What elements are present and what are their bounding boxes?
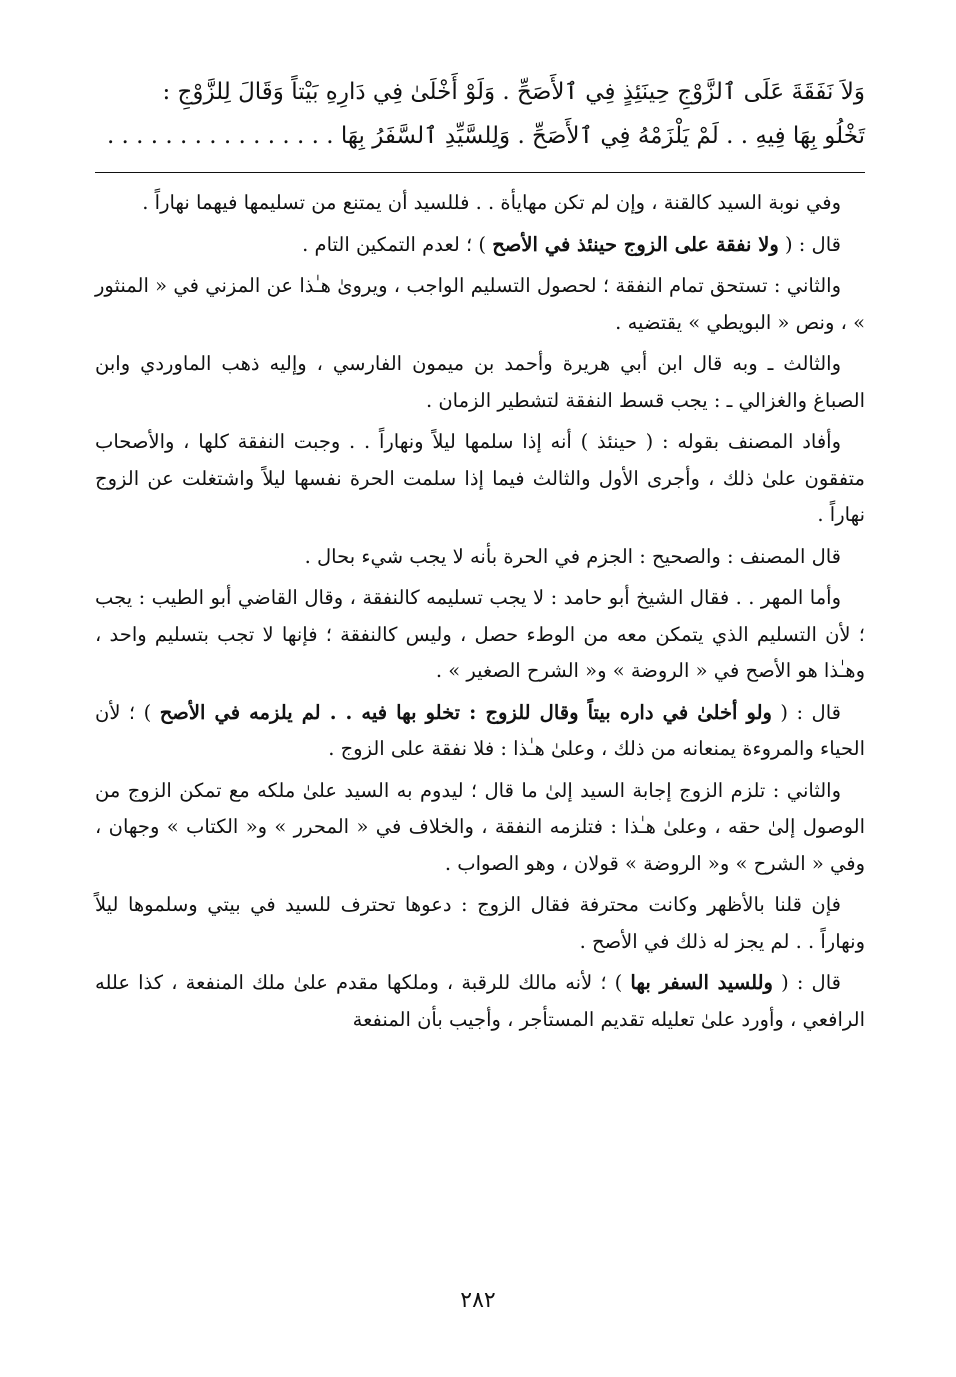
matn-quote: ولو أخلىٰ في داره بيتاً وقال للزوج : تخلو بها فيه . . لم يلزمه في الأصح bbox=[159, 700, 772, 724]
paragraph-4: والثالث ـ وبه قال ابن أبي هريرة وأحمد بن ميمون الفارسي ، وإليه ذهب الماوردي وابن الصباغ والغزالي ـ : يجب قسط النفقة لتشطير الزمان . bbox=[95, 352, 865, 412]
matn-line-1 bbox=[95, 70, 865, 114]
paragraph-9: والثاني : تلزم الزوج إجابة السيد إلىٰ ما قال ؛ ليدوم به السيد علىٰ ملكه مع تمكن الزوج من الوصول إلىٰ حقه ، وعلىٰ هـٰذا : فتلزمه النفقة ، والخلاف في « المحرر » و« الكتاب » وجهان ، وفي « الشرح » و« الروضة » قولان ، وهو الصواب . bbox=[95, 778, 865, 875]
paragraph-10: فإن قلنا بالأظهر وكانت محترفة فقال الزوج : دعوها تحترف للسيد في بيتي وسلموها ليلاً ونهاراً . . لم يجز له ذلك في الأصح . bbox=[95, 893, 865, 953]
paragraph-3: والثاني : تستحق تمام النفقة ؛ لحصول التسليم الواجب ، ويروىٰ هـٰذا عن المزني في « المنثور » ، ونص « البويطي » يقتضيه . bbox=[95, 274, 865, 334]
commentary-block bbox=[95, 185, 865, 1038]
matn-line-2 bbox=[95, 114, 865, 158]
matn-dots: . . . . . . . . . . . . . . . . bbox=[106, 123, 334, 149]
paragraph-2 bbox=[95, 227, 865, 264]
paragraph-11 bbox=[95, 965, 865, 1038]
paragraph-7: وأما المهر . . فقال الشيخ أبو حامد : لا يجب تسليمه كالنفقة ، وقال القاضي أبو الطيب : يجب ؛ لأن التسليم الذي يتمكن معه من الوطء حصل ، وليس كالنفقة ؛ فإنها لا تجب بتسليم واحد ، وهـٰذا هو الأصح في « الروضة » و« الشرح الصغير » . bbox=[95, 586, 865, 682]
quote-open: قال : ( bbox=[772, 971, 841, 994]
paragraph-1: وفي نوبة السيد كالقنة ، وإن لم تكن مهايأة . . فللسيد أن يمتنع من تسليمها فيهما نهاراً . bbox=[142, 191, 841, 214]
paragraph-6: قال المصنف : والصحيح : الجزم في الحرة بأنه لا يجب شيء بحال . bbox=[304, 544, 841, 568]
matn-quote: وللسيد السفر بها bbox=[630, 971, 773, 994]
quote-open: قال : ( bbox=[778, 232, 841, 256]
matn-text-1: وَلاَ نَفَقَةَ عَلَى ٱلزَّوْجِ حِينَئِذٍ فِي ٱلأَصَحِّ . وَلَوْ أَخْلَىٰ فِي دَارِهِ بَيْتاً وَقَالَ لِلزَّوْجِ : bbox=[162, 79, 865, 105]
paragraph-text: ) ؛ لعدم التمكين التام . bbox=[302, 232, 493, 256]
paragraph-8 bbox=[95, 695, 865, 768]
quote-open: قال : ( bbox=[771, 700, 841, 724]
paragraph-5: وأفاد المصنف بقوله : ( حينئذ ) أنه إذا سلمها ليلاً ونهاراً . . وجبت النفقة كلها ، والأصحاب متفقون علىٰ ذلك ، وأجرى الأول والثالث فيما إذا سلمت الحرة نفسها ليلاً واشتغلت عن الزوج نهاراً . bbox=[95, 430, 865, 526]
paragraph-text: ) ؛ لأنه مالك للرقبة ، وملكها مقدم علىٰ ملك المنفعة ، كذا علله الرافعي ، وأورد علىٰ تعليله تقديم المستأجر ، وأجيب بأن المنفعة bbox=[95, 971, 865, 1031]
matn-block bbox=[95, 70, 865, 158]
page-content bbox=[95, 70, 865, 1043]
page-number: ٢٨٢ bbox=[460, 1288, 496, 1313]
matn-text-2: تَخْلُو بِهَا فِيهِ . . لَمْ يَلْزَمْهُ فِي ٱلأَصَحِّ . وَلِلسَّيِّدِ ٱلسَّفَرُ بِهَا bbox=[340, 123, 865, 149]
separator-rule bbox=[95, 172, 865, 173]
paragraph-text: ) ؛ لأن الحياء والمروءة يمنعانه من ذلك ، وعلىٰ هـٰذا : فلا نفقة على الزوج . bbox=[95, 700, 865, 760]
matn-quote: ولا نفقة على الزوج حينئذ في الأصح bbox=[492, 232, 779, 256]
